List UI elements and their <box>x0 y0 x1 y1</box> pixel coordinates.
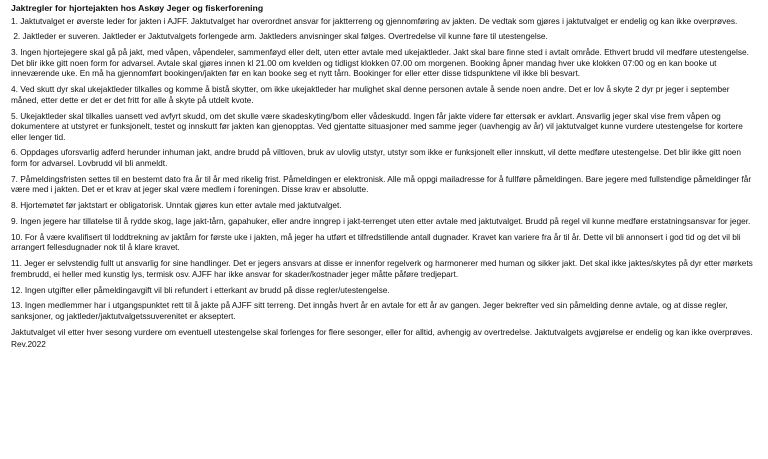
rule-13: 13. Ingen medlemmer har i utgangspunktet rett til å jakte på AJFF sitt terreng. Det inngås hvert år en avtale for ett år av gangen. Jeger bekrefter ved sin påmelding denne avtale, og at disse regler, sanksjoner, og jaktleder/jaktutvalgetssuverenitet er akseptert. <box>11 300 728 321</box>
rule-3: 3. Ingen hjortejegere skal gå på jakt, med våpen, våpendeler, sammenføyd eller delt, uten etter avtale med ukejaktleder. Jakt skal bare finne sted i avtalt område. Ethvert brudd vil medføre utestengelse. Det blir ikke gitt noen form for advarsel. Avtale skal gjøres innen kl 21.00 om kvelden og tidligst klokken 07.00 om morgenen. Booking åpner mandag hver uke klokken 07:00 og en kan booke ut inneværende uke. En må ha gjennomført bookingen/jakten før en kan booke seg et nytt tårn. Bookinger for eller etter disse tidspunktene vil ikke bli besvart. <box>11 47 749 79</box>
rule-2: 2. Jaktleder er suveren. Jaktleder er Jaktutvalgets forlengede arm. Jaktleders anvisninger skal følges. Overtredelse vil kunne føre til utestengelse. <box>11 31 548 42</box>
rule-11: 11. Jeger er selvstendig fullt ut ansvarlig for sine handlinger. Det er jegers ansvars at disse er innenfor regelverk og harmonerer med human og sikker jakt. Det skal ikke jaktes/skytes på dyr etter mørkets frembrudd, ei heller med kunstig lys, termisk osv. AJFF har ikke ansvar for skader/kostnader jeger måtte påføre tredjepart. <box>11 258 753 279</box>
rule-6: 6. Oppdages uforsvarlig adferd herunder inhuman jakt, andre brudd på viltloven, bruk av ulovlig utstyr, utstyr som ikke er funksjonelt eller innskutt, vil dette medføre utestengelse. Det blir ikke gitt noen form for advarsel. Lovbrudd vil bli anmeldt. <box>11 147 742 169</box>
rule-1: 1. Jaktutvalget er øverste leder for jakten i AJFF. Jaktutvalget har overordnet ansvar for jaktterreng og gjennomføring av jakten. De vedtak som gjøres i jaktutvalget er endelig og kan ikke overprøves. <box>11 15 738 26</box>
revision-label: Rev.2022 <box>11 339 46 350</box>
rule-7: 7. Påmeldingsfristen settes til en bestemt dato fra år til år med rikelig frist. Påmeldingen er elektronisk. Alle må oppgi mailadresse for å fullføre påmeldingen. Bare jegere med fullstendige påmeldinger får være med i jakten. Det er et krav at jeger skal være medlem i foreningen. Disse krav er absolutte. <box>11 173 752 195</box>
rule-5: 5. Ukejaktleder skal tilkalles uansett ved avfyrt skudd, om det skulle være skadeskyting/bom eller vådeskudd. Ingen får jakte videre før ettersøk er avklart. Ansvarlig jeger skal vise frem våpen og dokumentere at utstyret er funksjonelt, testet og innskutt før jakten kan gjenopptas. Ved gjentatte situasjoner med samme jeger (uavhengig av år) vil jaktutvalget kunne vurdere utestengelse for kortere eller lenger tid. <box>11 110 743 142</box>
closing-note: Jaktutvalget vil etter hver sesong vurdere om eventuell utestengelse skal forlenges for flere sesonger, eller for alltid, avhengig av overtredelse. Jaktutvalgets avgjørelse er endelig og kan ikke overprøves. <box>11 326 753 337</box>
rule-12: 12. Ingen utgifter eller påmeldingavgift vil bli refundert i etterkant av brudd på disse regler/utestengelse. <box>11 284 390 295</box>
rule-4: 4. Ved skutt dyr skal ukejaktleder tilkalles og komme å bistå skytter, om ikke ukejaktleder har mulighet skal denne personen avtale å sende noen andre. Det er lov å skyte 2 dyr pr jeger i september måned, etter dette er det er det fritt for alle å skyte på utdelt kvote. <box>11 84 730 105</box>
rule-9: 9. Ingen jegere har tillatelse til å rydde skog, lage jakt-tårn, gapahuker, eller andre inngrep i jakt-terrenget uten etter avtale med jaktutvalget. Brudd på regel vil kunne medføre erstatningsansvar for jeger. <box>11 216 751 226</box>
rule-8: 8. Hjortemøtet før jaktstart er obligatorisk. Unntak gjøres kun etter avtale med jaktutvalget. <box>11 200 342 211</box>
rule-10: 10. For å være kvalifisert til loddtrekning av jaktårn for første uke i jakten, må jeger ha utført et tilfredstillende antall dugnader. Kravet kan variere fra år til år. Dette vil bli annonsert i god tid og det vil bli arrangert fellesdugnader nok til å klare kravet. <box>11 231 741 253</box>
document-title: Jaktregler for hjortejakten hos Askøy Jeger og fiskerforening <box>11 3 264 13</box>
